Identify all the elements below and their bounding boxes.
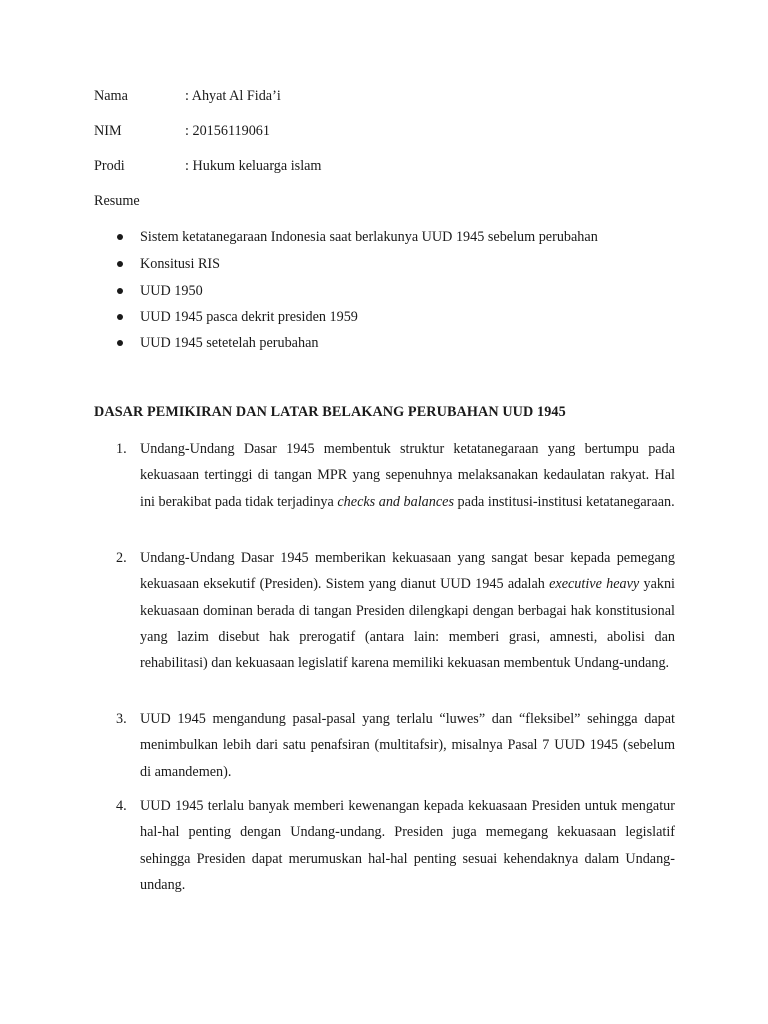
italic-term: checks and balances bbox=[337, 493, 454, 510]
italic-term: executive heavy bbox=[549, 576, 640, 593]
item-text: UUD 1945 terlalu banyak memberi kewenangan kepada kekuasaan Presiden untuk mengatur hal-hal penting dengan Undang-undang. Presiden juga memegang kekuasaan legislatif sehingga Presiden dapat merumuskan hal-hal penting sesuai kehendaknya dalam Undang-undang. bbox=[140, 798, 675, 893]
bullet-text: UUD 1945 setetelah perubahan bbox=[140, 335, 319, 351]
info-value: : 20156119061 bbox=[185, 123, 270, 139]
info-label: NIM bbox=[94, 123, 122, 139]
bullet-icon bbox=[117, 340, 123, 346]
resume-label: Resume bbox=[94, 193, 140, 209]
bullet-icon bbox=[117, 234, 123, 240]
info-value: : Hukum keluarga islam bbox=[185, 158, 322, 174]
section-heading: DASAR PEMIKIRAN DAN LATAR BELAKANG PERUBAHAN UUD 1945 bbox=[94, 404, 566, 420]
item-number: 2. bbox=[116, 550, 127, 566]
info-label: Prodi bbox=[94, 158, 125, 174]
info-label: Nama bbox=[94, 88, 128, 104]
item-text: Undang-Undang Dasar 1945 memberikan kekuasaan yang sangat besar kepada pemegang kekuasaan eksekutif (Presiden). Sistem yang dianut UUD 1945 adalah executive heavy yakni kekuasaan dominan berada di tangan Presiden dilengkapi dengan berbagai hak konstitusional yang lazim disebut hak prerogatif (antara lain: memberi grasi, amnesti, abolisi dan rehabilitasi) dan kekuasaan legislatif karena memiliki kekuasan membentuk Undang-undang. bbox=[140, 550, 676, 672]
bullet-text: UUD 1950 bbox=[140, 283, 203, 299]
item-number: 1. bbox=[116, 441, 127, 457]
item-number: 3. bbox=[116, 711, 127, 727]
item-text: Undang-Undang Dasar 1945 membentuk struktur ketatanegaraan yang bertumpu pada kekuasaan tertinggi di tangan MPR yang sepenuhnya melaksanakan kedaulatan rakyat. Hal ini berakibat pada tidak terjadinya checks and balances pada institusi-institusi ketatanegaraan. bbox=[140, 441, 675, 510]
item-text: UUD 1945 mengandung pasal-pasal yang terlalu “luwes” dan “fleksibel” sehingga dapat menimbulkan lebih dari satu penafsiran (multitafsir), misalnya Pasal 7 UUD 1945 (sebelum di amandemen). bbox=[140, 711, 675, 780]
info-value: : Ahyat Al Fida’i bbox=[185, 88, 281, 104]
item-number: 4. bbox=[116, 798, 127, 814]
bullet-text: Sistem ketatanegaraan Indonesia saat berlakunya UUD 1945 sebelum perubahan bbox=[140, 229, 598, 245]
bullet-icon bbox=[117, 261, 123, 267]
bullet-text: Konsitusi RIS bbox=[140, 256, 221, 272]
bullet-icon bbox=[117, 288, 123, 294]
bullet-icon bbox=[117, 314, 123, 320]
bullet-text: UUD 1945 pasca dekrit presiden 1959 bbox=[140, 309, 358, 325]
